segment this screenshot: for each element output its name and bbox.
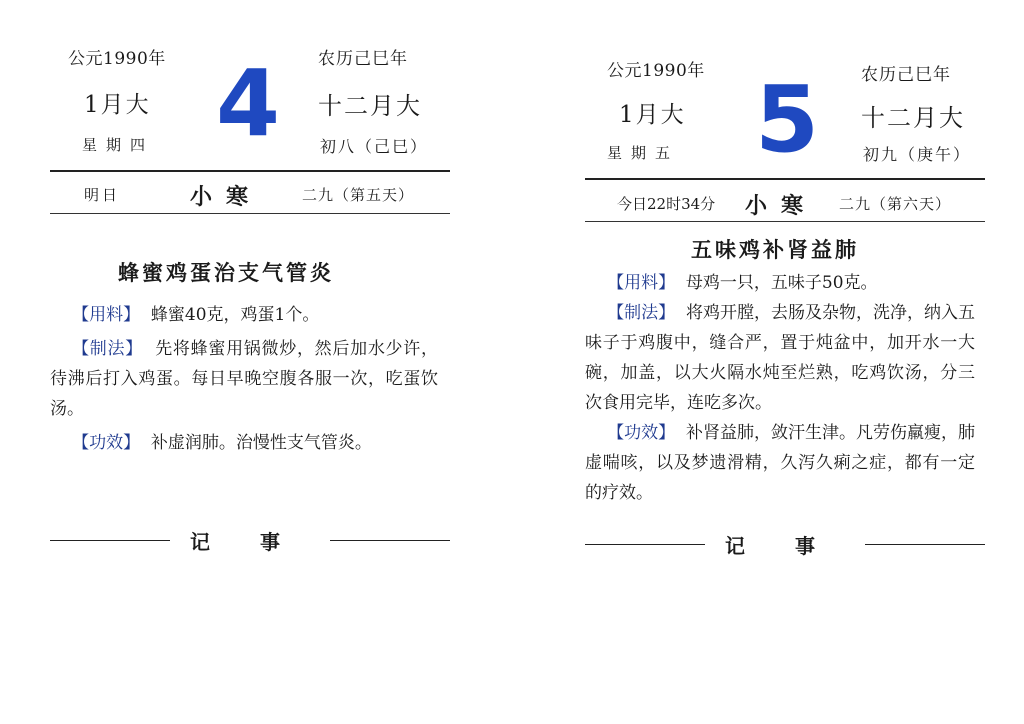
gregorian-month: 1月大 <box>619 102 686 128</box>
solar-term-name: 小寒 <box>190 184 263 210</box>
effect-paragraph <box>585 418 975 508</box>
ingredients-paragraph <box>50 300 438 330</box>
method-paragraph <box>585 298 975 418</box>
gregorian-month: 1月大 <box>84 92 151 118</box>
notes-label: 记事 <box>725 534 865 558</box>
method-label: 【制法】 <box>607 303 676 323</box>
ingredients-paragraph <box>585 268 975 298</box>
ingredients-label: 【用料】 <box>72 305 141 325</box>
lunar-day: 初八（己巳） <box>320 137 429 156</box>
weekday: 星期四 <box>82 136 155 154</box>
lunar-year: 农历己巳年 <box>318 49 408 69</box>
solar-term-count: 二九（第五天） <box>302 186 415 204</box>
method-paragraph <box>50 334 438 424</box>
ingredients-text: 蜂蜜40克，鸡蛋1个。 <box>150 305 320 325</box>
ingredients-label: 【用料】 <box>607 273 676 293</box>
gregorian-year: 公元1990年 <box>607 61 705 81</box>
notes-rule-right <box>865 544 985 545</box>
recipe-body <box>585 268 975 508</box>
effect-label: 【功效】 <box>72 433 141 453</box>
gregorian-year: 公元1990年 <box>68 49 166 69</box>
method-text: 先将蜂蜜用锅微炒，然后加水少许，待沸后打入鸡蛋。每日早晚空腹各服一次，吃蛋饮汤。 <box>50 339 438 419</box>
solar-term-prefix: 明日 <box>84 186 121 204</box>
solar-term-prefix: 今日22时34分 <box>617 195 716 213</box>
recipe-title: 蜂蜜鸡蛋治支气管炎 <box>118 260 334 285</box>
recipe-title: 五味鸡补肾益肺 <box>691 237 859 262</box>
header-rule <box>585 178 985 180</box>
notes-rule-left <box>50 540 170 541</box>
term-rule <box>585 221 985 222</box>
day-number: 5 <box>755 66 820 173</box>
effect-text: 补虚润肺。治慢性支气管炎。 <box>150 433 372 453</box>
notes-section <box>585 530 985 559</box>
lunar-year: 农历己巳年 <box>861 65 951 85</box>
notes-rule-left <box>585 544 705 545</box>
ingredients-text: 母鸡一只，五味子50克。 <box>685 273 878 293</box>
notes-rule-right <box>330 540 450 541</box>
weekday: 星期五 <box>607 144 680 162</box>
lunar-month: 十二月大 <box>861 104 965 132</box>
lunar-month: 十二月大 <box>318 92 422 120</box>
calendar-page-jan-5 <box>585 0 985 724</box>
method-label: 【制法】 <box>72 339 143 359</box>
method-text: 将鸡开膛，去肠及杂物，洗净，纳入五味子于鸡腹中，缝合严，置于炖盆中，加开水一大碗，加盖，以大火隔水炖至烂熟，吃鸡饮汤，分三次食用完毕，连吃多次。 <box>585 303 976 413</box>
notes-label: 记事 <box>190 530 330 554</box>
effect-paragraph <box>50 428 438 458</box>
calendar-page-jan-4 <box>50 0 450 724</box>
effect-label: 【功效】 <box>607 423 676 443</box>
solar-term-count: 二九（第六天） <box>839 195 952 213</box>
day-number: 4 <box>216 50 281 157</box>
lunar-day: 初九（庚午） <box>863 145 972 164</box>
notes-section <box>50 526 450 555</box>
solar-term-name: 小寒 <box>745 193 818 219</box>
recipe-body <box>50 300 438 458</box>
header-rule <box>50 170 450 172</box>
effect-text: 补肾益肺，敛汗生津。凡劳伤羸瘦，肺虚喘咳，以及梦遗滑精，久泻久痢之症，都有一定的疗效。 <box>585 423 976 503</box>
term-rule <box>50 213 450 214</box>
